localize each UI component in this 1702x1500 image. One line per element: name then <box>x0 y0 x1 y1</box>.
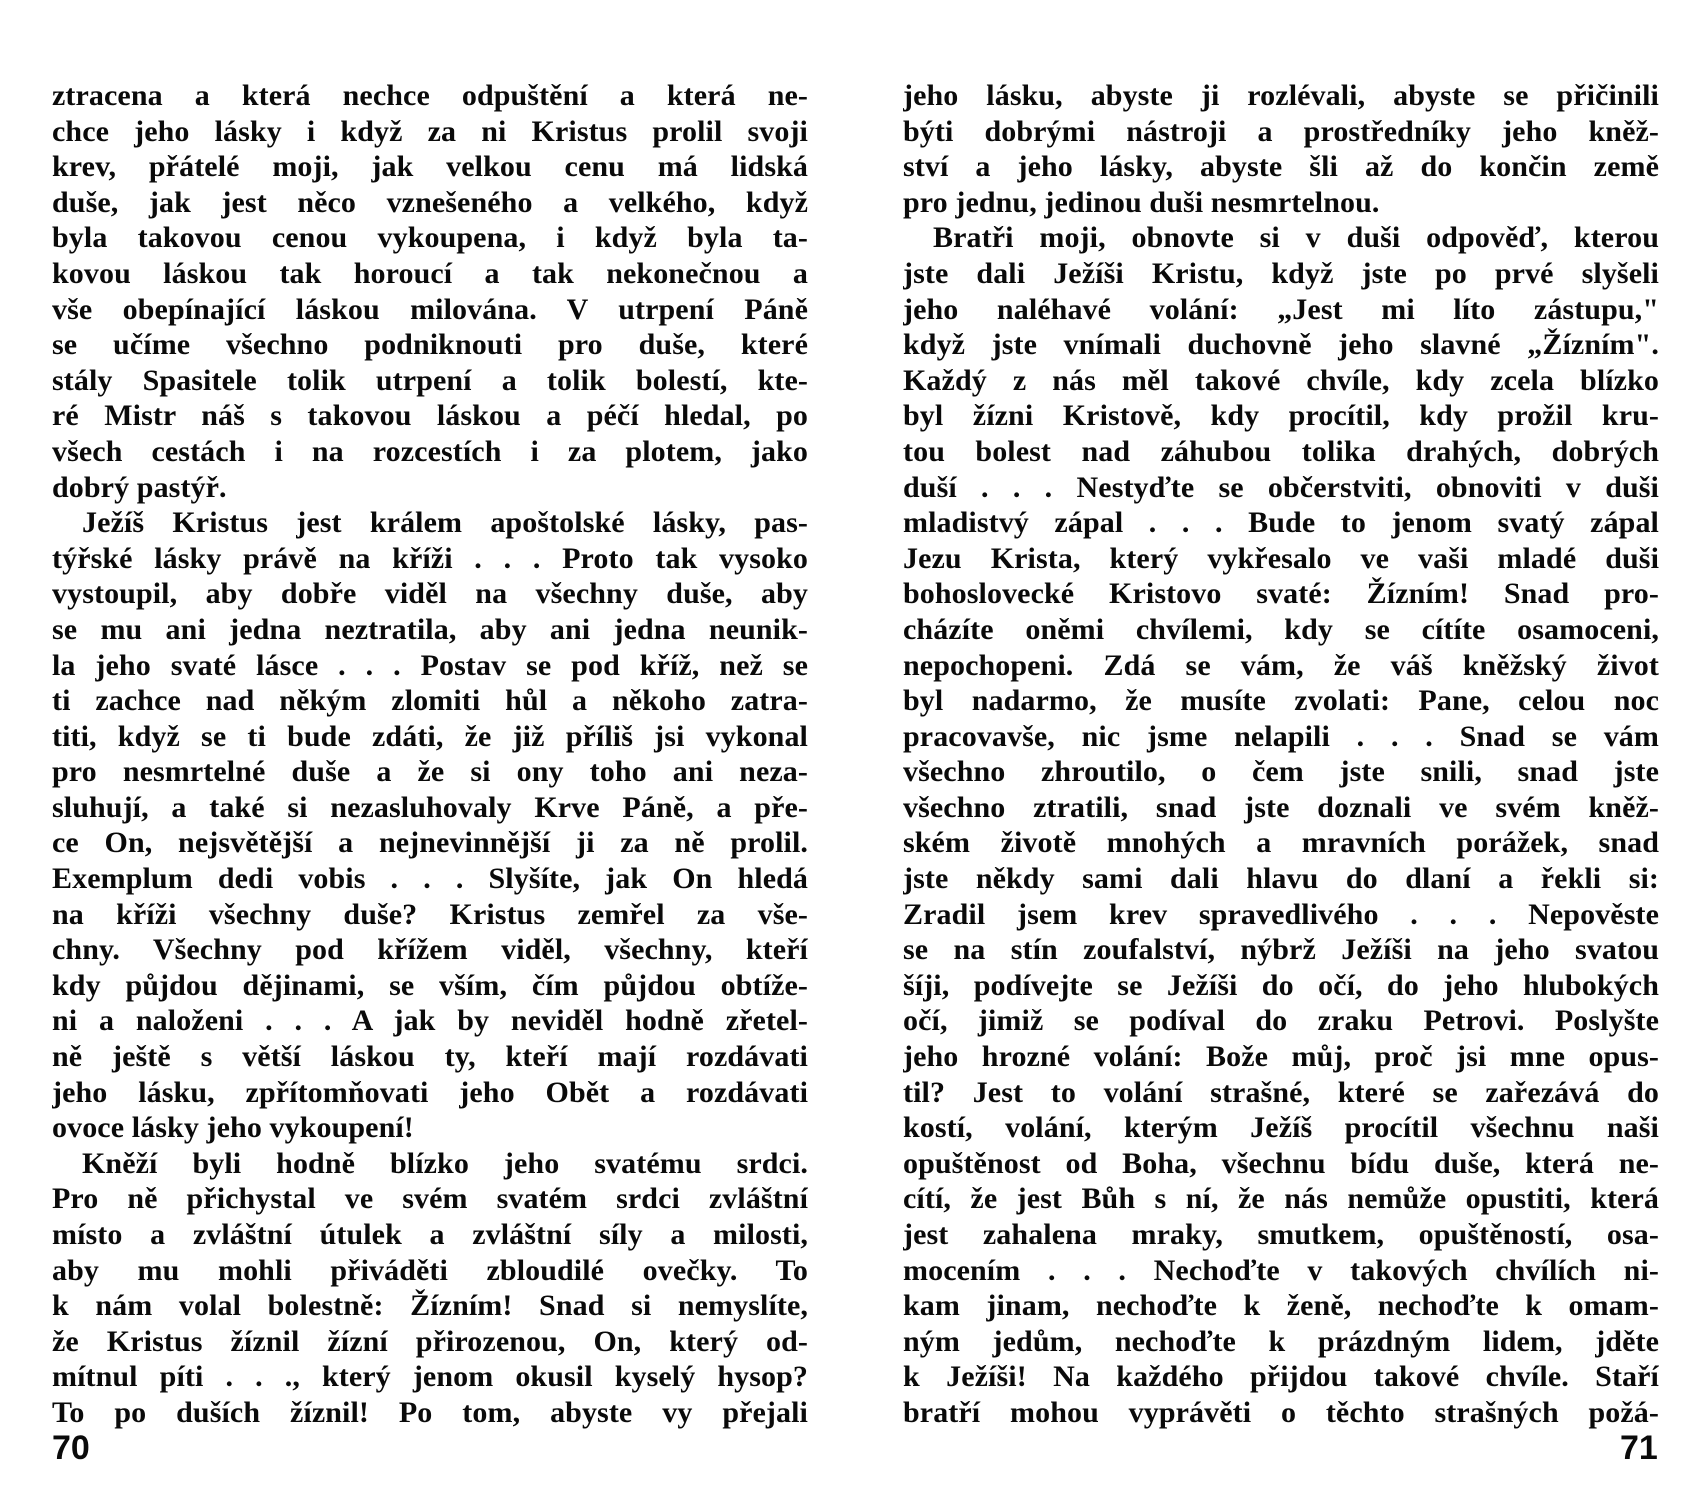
text-line: ovoce lásky jeho vykoupení! <box>52 1111 414 1145</box>
text-line: mladistvý zápal . . . Bude to jenom svatý zápal <box>903 506 1659 540</box>
right-page <box>903 78 1659 1431</box>
text-line: ském životě mnohých a mravních porážek, snad <box>903 826 1659 860</box>
left-page <box>52 78 808 1431</box>
text-line: til? Jest to volání strašné, které se zařezává do <box>903 1075 1659 1109</box>
text-line: Exemplum dedi vobis . . . Slyšíte, jak On hledá <box>52 862 808 896</box>
text-line: se učíme všechno podniknouti pro duše, které <box>52 328 808 362</box>
text-line: nepochopeni. Zdá se vám, že váš kněžský život <box>903 648 1659 682</box>
text-line: jest zahalena mraky, smutkem, opuštěností, osa- <box>903 1218 1659 1251</box>
text-line: dobrý pastýř. <box>52 470 227 504</box>
text-line: vystoupil, aby dobře viděl na všechny duše, aby <box>52 577 808 611</box>
text-line: krev, přátelé moji, jak velkou cenu má lidská <box>52 150 808 184</box>
text-line: bratří mohou vyprávěti o těchto strašných požá- <box>903 1395 1659 1429</box>
text-line: všechno zhroutilo, o čem jste snili, snad jste <box>903 755 1659 789</box>
text-line: k Ježíši! Na každého přijdou takové chvíle. Staří <box>903 1360 1659 1394</box>
text-line: mocením . . . Nechoďte v takových chvílích ni- <box>903 1253 1659 1287</box>
text-line: že Kristus žíznil žízní přirozenou, On, který od- <box>52 1324 808 1358</box>
text-line: chny. Všechny pod křížem viděl, všechny, kteří <box>52 933 808 967</box>
text-line: byl nadarmo, že musíte zvolati: Pane, celou noc <box>903 684 1659 718</box>
text-line: ství a jeho lásky, abyste šli až do končin země <box>903 150 1659 184</box>
text-line: Ježíš Kristus jest králem apoštolské lásky, pas- <box>82 506 808 540</box>
text-line: jeho hrozné volání: Bože můj, proč jsi mne opus- <box>903 1040 1659 1074</box>
text-line: pro nesmrtelné duše a že si ony toho ani neza- <box>52 755 808 789</box>
text-line: týřské lásky právě na kříži . . . Proto tak vysoko <box>52 541 808 575</box>
text-line: jste dali Ježíši Kristu, když jste po prvé slyšeli <box>903 256 1659 290</box>
text-line: jeho lásku, abyste ji rozlévali, abyste se přičinili <box>903 79 1659 112</box>
text-line: aby mu mohli přiváděti zbloudilé ovečky. To <box>52 1253 808 1287</box>
text-line: kdy půjdou dějinami, se vším, čím půjdou obtíže- <box>52 968 808 1002</box>
text-line: stály Spasitele tolik utrpení a tolik bolestí, kte- <box>52 363 808 397</box>
text-line: na kříži všechny duše? Kristus zemřel za vše- <box>52 897 808 931</box>
text-line: býti dobrými nástroji a prostředníky jeho kněž- <box>903 114 1659 148</box>
text-line: se mu ani jedna neztratila, aby ani jedna neunik- <box>52 612 808 646</box>
text-line: šíji, podívejte se Ježíši do očí, do jeho hlubokých <box>903 968 1659 1002</box>
text-line: ztracena a která nechce odpuštění a která ne- <box>52 79 808 112</box>
text-line: ce On, nejsvětější a nejnevinnější ji za ně prolil. <box>52 826 808 860</box>
text-line: To po duších žíznil! Po tom, abyste vy přejali <box>52 1395 808 1429</box>
text-line: opuštěnost od Boha, všechnu bídu duše, která ne- <box>903 1146 1659 1180</box>
text-line: byl žízni Kristově, kdy procítil, kdy prožil kru- <box>903 399 1659 433</box>
text-line: mítnul píti . . ., který jenom okusil kyselý hysop? <box>52 1360 808 1394</box>
text-line: pro jednu, jedinou duši nesmrtelnou. <box>903 185 1380 219</box>
text-line: Každý z nás měl takové chvíle, kdy zcela blízko <box>903 363 1659 397</box>
text-line: chce jeho lásky i když za ni Kristus prolil svoji <box>52 114 808 148</box>
text-line: jste někdy sami dali hlavu do dlaní a řekli si: <box>903 862 1659 896</box>
text-line: cítí, že jest Bůh s ní, že nás nemůže opustiti, která <box>903 1182 1659 1216</box>
text-line: sluhují, a také si nezasluhovaly Krve Páně, a pře- <box>52 790 808 824</box>
text-line: bohoslovecké Kristovo svaté: Žízním! Snad pro- <box>903 577 1659 611</box>
text-line: ré Mistr náš s takovou láskou a péčí hledal, po <box>52 399 808 433</box>
text-line: místo a zvláštní útulek a zvláštní síly a milosti, <box>52 1218 808 1251</box>
text-line: očí, jimiž se podíval do zraku Petrovi. Poslyšte <box>903 1004 1659 1038</box>
text-line: tou bolest nad záhubou tolika drahých, dobrých <box>903 434 1659 468</box>
text-line: Bratři moji, obnovte si v duši odpověď, kterou <box>933 221 1659 255</box>
text-line: pracovavše, nic jsme nelapili . . . Snad se vám <box>903 719 1659 753</box>
right-page-number: 71 <box>1620 1429 1658 1467</box>
text-line: kam jinam, nechoďte k ženě, nechoďte k omam- <box>903 1289 1659 1323</box>
left-page-text <box>52 78 808 1431</box>
text-line: la jeho svaté lásce . . . Postav se pod kříž, než se <box>52 648 808 682</box>
text-line: cházíte oněmi chvílemi, kdy se cítíte osamoceni, <box>903 612 1659 646</box>
text-line: byla takovou cenou vykoupena, i když byla ta- <box>52 221 808 255</box>
text-line: ni a naloženi . . . A jak by neviděl hodně zřetel- <box>52 1004 808 1038</box>
text-line: ným jedům, nechoďte k prázdným lidem, jděte <box>903 1324 1659 1358</box>
text-line: všechno ztratili, snad jste doznali ve svém kněž- <box>903 790 1659 824</box>
text-line: vše obepínající láskou milována. V utrpení Páně <box>52 292 808 326</box>
text-line: jeho naléhavé volání: „Jest mi líto zástupu," <box>903 292 1659 326</box>
text-line: všech cestách i na rozcestích i za plotem, jako <box>52 434 808 468</box>
text-line: Jezu Krista, který vykřesalo ve vaši mladé duši <box>903 541 1659 575</box>
text-line: ně ještě s větší láskou ty, kteří mají rozdávati <box>52 1040 808 1074</box>
right-page-text <box>903 78 1659 1431</box>
text-line: titi, když se ti bude zdáti, že již příliš jsi vykonal <box>52 719 808 753</box>
left-page-number: 70 <box>52 1429 90 1467</box>
text-line: kovou láskou tak horoucí a tak nekonečnou a <box>52 256 808 290</box>
text-line: ti zachce nad někým zlomiti hůl a někoho zatra- <box>52 684 808 718</box>
text-line: Kněží byli hodně blízko jeho svatému srdci. <box>82 1146 808 1180</box>
text-line: duše, jak jest něco vznešeného a velkého, když <box>52 185 808 219</box>
text-line: kostí, volání, kterým Ježíš procítil všechnu naši <box>903 1111 1659 1145</box>
text-line: když jste vnímali duchovně jeho slavné „Žízním". <box>903 328 1659 362</box>
text-line: k nám volal bolestně: Žízním! Snad si nemyslíte, <box>52 1289 808 1323</box>
text-line: Pro ně přichystal ve svém svatém srdci zvláštní <box>52 1182 808 1216</box>
text-line: Zradil jsem krev spravedlivého . . . Nepověste <box>903 897 1659 931</box>
text-line: se na stín zoufalství, nýbrž Ježíši na jeho svatou <box>903 933 1659 967</box>
text-line: jeho lásku, zpřítomňovati jeho Obět a rozdávati <box>52 1075 808 1109</box>
text-line: duší . . . Nestyďte se občerstviti, obnoviti v duši <box>903 470 1659 504</box>
